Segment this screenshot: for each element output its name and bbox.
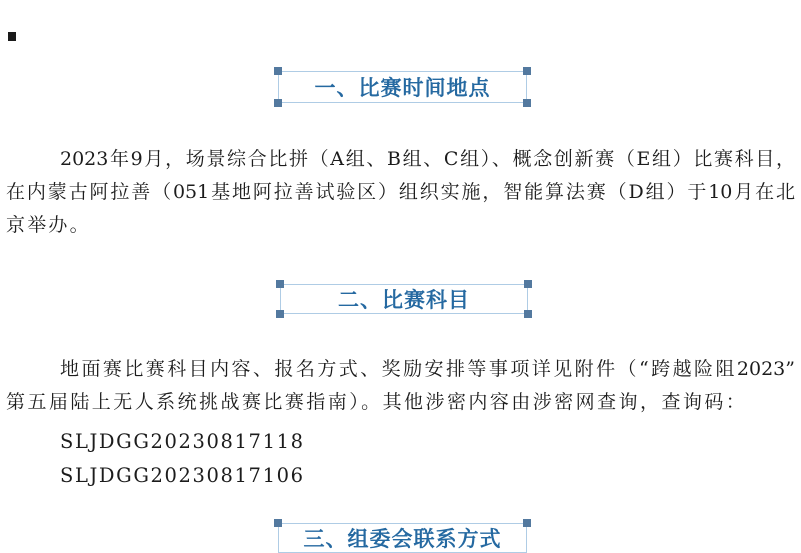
selection-handle-top-right[interactable] <box>523 519 531 527</box>
text-line: 在内蒙古阿拉善（051基地阿拉善试验区）组织实施，智能算法赛（D组）于10月在北 <box>6 181 795 203</box>
selection-handle-bottom-left[interactable] <box>274 99 282 107</box>
selection-handle-top-left[interactable] <box>274 519 282 527</box>
section-heading-box-3[interactable] <box>278 523 527 553</box>
query-code-2: SLJDGG20230817106 <box>60 464 305 487</box>
text-line: 第五届陆上无人系统挑战赛比赛指南）。其他涉密内容由涉密网查询，查询码： <box>6 391 748 413</box>
query-code-1: SLJDGG20230817118 <box>60 430 305 453</box>
selection-handle-top-right[interactable] <box>523 67 531 75</box>
selection-handle-top-left[interactable] <box>274 67 282 75</box>
section-title-1: 一、比赛时间地点 <box>314 76 491 100</box>
selection-handle-bottom-right[interactable] <box>524 310 532 318</box>
text-line: 2023年9月，场景综合比拼（A组、B组、C组）、概念创新赛（E组）比赛科目， <box>60 148 795 170</box>
selection-handle-bottom-left[interactable] <box>276 310 284 318</box>
stray-mark <box>8 32 16 41</box>
text-line: 地面赛比赛科目内容、报名方式、奖励安排等事项详见附件（“跨越险阻2023” <box>60 358 795 380</box>
section-heading-box-2[interactable] <box>280 284 528 314</box>
section-heading-box-1[interactable] <box>278 71 527 103</box>
section-title-2: 二、比赛科目 <box>338 288 470 312</box>
paragraph-competition-subjects <box>6 353 795 419</box>
text-line: 京举办。 <box>6 214 91 236</box>
query-codes <box>60 425 305 493</box>
selection-handle-top-left[interactable] <box>276 280 284 288</box>
paragraph-competition-time-location <box>6 143 795 242</box>
section-title-3: 三、组委会联系方式 <box>303 527 502 551</box>
selection-handle-top-right[interactable] <box>524 280 532 288</box>
selection-handle-bottom-right[interactable] <box>523 99 531 107</box>
